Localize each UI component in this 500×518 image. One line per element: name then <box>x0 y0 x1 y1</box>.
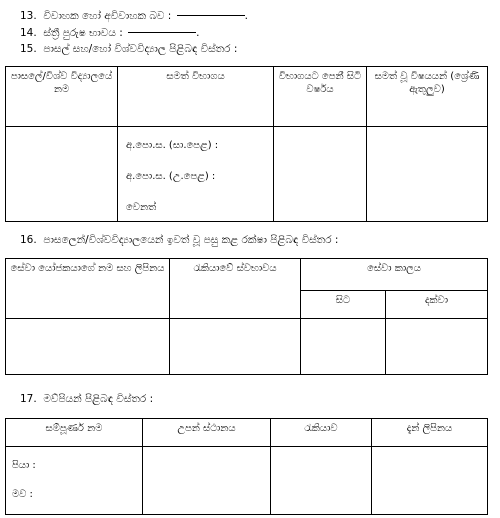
exam-al-label: අ.පො.ස. (උ.පෙළ) : <box>126 171 216 182</box>
schools-table <box>5 66 488 222</box>
item-14-answer-line[interactable] <box>128 32 196 33</box>
item-13-label: විවාහක හෝ අවිවාහක බව : <box>43 10 172 22</box>
item-14: 14. ස්ත්‍රී පුරුෂ භාවය : . <box>20 27 200 39</box>
employment-header-to: දක්වා <box>386 291 488 319</box>
exam-other-label: වෙනත් <box>126 202 157 213</box>
item-17-label: මව්පියන් පිළිබඳ විස්තර : <box>43 393 154 405</box>
father-label: පියා : <box>12 460 36 471</box>
item-14-label: ස්ත්‍රී පුරුෂ භාවය : <box>43 27 123 39</box>
item-16 <box>20 234 338 247</box>
employment-table <box>5 258 488 375</box>
parents-table <box>5 418 488 515</box>
parents-header-occupation: රැකියාව <box>271 419 372 447</box>
parents-header-fullname: සම්පූර්ණ නම <box>6 419 143 447</box>
item-13-number: 13. <box>20 10 37 22</box>
schools-year-cell[interactable] <box>274 127 367 222</box>
item-16-label: පාසලෙන්/විශ්වවිද්‍යාලයෙන් ඉවත් වූ පසු කළ රක්ෂා පිළිබඳ විස්තර : <box>43 234 339 246</box>
exam-ol-label: අ.පො.ස. (සා.පෙළ) : <box>126 140 219 151</box>
item-15 <box>20 43 237 56</box>
employment-employer-cell[interactable] <box>6 319 170 375</box>
schools-subjects-cell[interactable] <box>367 127 488 222</box>
parents-header-address: දැන් ලිපිනය <box>372 419 488 447</box>
schools-header-subjects: සමත් වූ විෂයයන් (ශ්‍රේණි ඇතුලුව) <box>367 67 488 127</box>
schools-name-cell[interactable] <box>6 127 118 222</box>
item-17 <box>20 393 153 406</box>
employment-header-nature: රැකියාවේ ස්වභාවය <box>170 259 301 319</box>
item-13-answer-line[interactable] <box>177 15 245 16</box>
parents-address-cell[interactable] <box>372 447 488 515</box>
employment-to-cell[interactable] <box>386 319 488 375</box>
employment-nature-cell[interactable] <box>170 319 301 375</box>
parents-occupation-cell[interactable] <box>271 447 372 515</box>
parents-name-cell[interactable] <box>6 447 143 515</box>
employment-header-from: සිට <box>301 291 386 319</box>
item-15-number: 15. <box>20 43 37 55</box>
mother-label: මව : <box>12 489 33 500</box>
item-16-number: 16. <box>20 234 37 246</box>
item-15-label: පාසල් සහ/හෝ විශ්වවිද්‍යාල පිළිබඳ විස්තර : <box>43 43 238 55</box>
parents-header-birthplace: උපන් ස්ථානය <box>143 419 271 447</box>
employment-header-employer: සේවා යෝජකයාගේ නම සහ ලිපිනය <box>6 259 170 319</box>
parents-birthplace-cell[interactable] <box>143 447 271 515</box>
schools-header-exam: සමත් විභාගය <box>118 67 274 127</box>
employment-from-cell[interactable] <box>301 319 386 375</box>
schools-header-name: පාසලේ/විශ්ව විද්‍යාලයේ නම <box>6 67 118 127</box>
schools-exam-cell <box>118 127 274 222</box>
item-13: 13. විවාහක හෝ අවිවාහක බව : . <box>20 10 248 22</box>
item-17-number: 17. <box>20 393 37 405</box>
schools-header-year: විභාගයට පෙනී සිටි වර්ෂය <box>274 67 367 127</box>
item-14-number: 14. <box>20 27 37 39</box>
employment-header-period: සේවා කාලය <box>301 259 488 291</box>
